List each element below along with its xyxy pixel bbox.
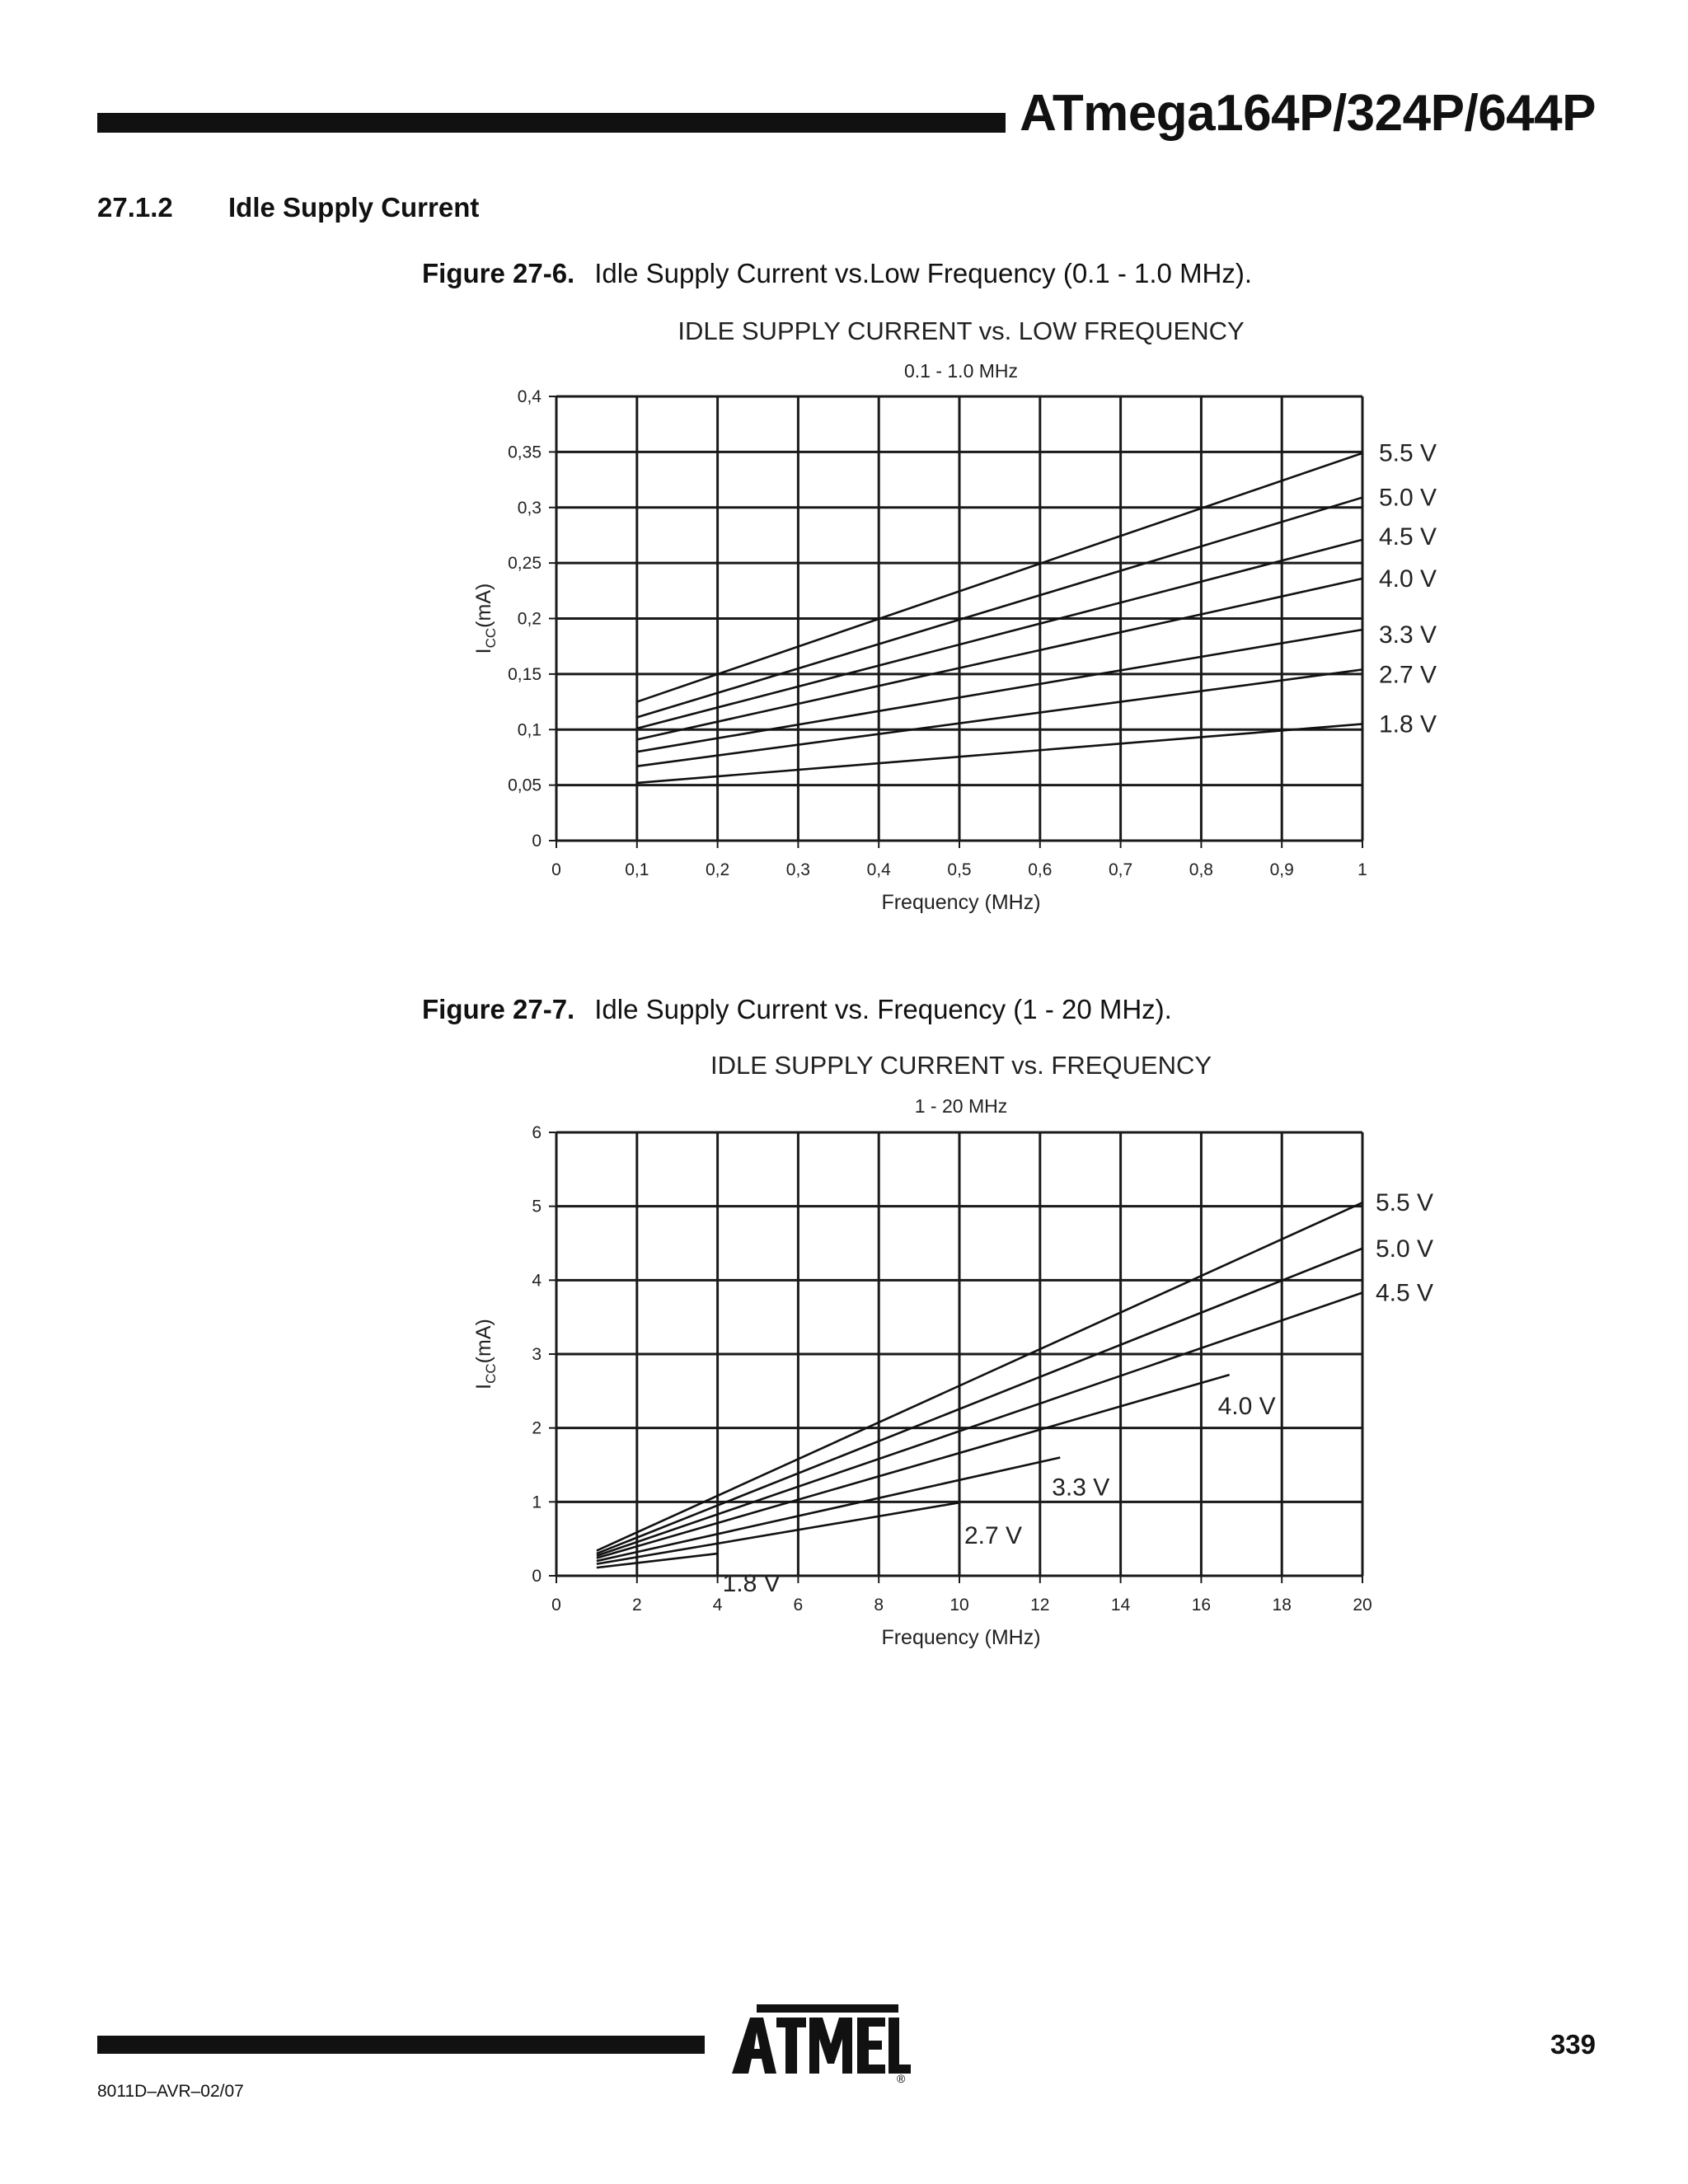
y-tick-label: 0,25 xyxy=(508,554,542,574)
series-label: 3.3 V xyxy=(1379,621,1437,649)
series-label: 5.0 V xyxy=(1379,484,1437,512)
series-label: 1.8 V xyxy=(1379,710,1437,738)
x-tick-label: 0,1 xyxy=(625,860,649,879)
series-label: 1.8 V xyxy=(722,1570,781,1598)
x-tick-label: 14 xyxy=(1110,1596,1131,1615)
y-tick-label: 1 xyxy=(532,1493,542,1512)
series-line-40V xyxy=(637,579,1362,739)
chart-idle-current-low-frequency xyxy=(0,305,1688,940)
x-tick-label: 0,8 xyxy=(1189,860,1214,879)
series-label: 2.7 V xyxy=(964,1522,1023,1550)
x-tick-label: 0,7 xyxy=(1108,860,1133,879)
y-tick-label: 0 xyxy=(532,832,542,851)
series-label: 3.3 V xyxy=(1052,1474,1110,1502)
series-line-27V xyxy=(597,1502,959,1563)
document-title: ATmega164P/324P/644P xyxy=(1020,85,1596,142)
y-tick-label: 6 xyxy=(532,1123,542,1142)
series-label: 2.7 V xyxy=(1379,661,1437,689)
svg-text:®: ® xyxy=(897,2072,906,2083)
y-tick-label: 0,1 xyxy=(517,720,542,740)
y-tick-label: 4 xyxy=(532,1271,542,1291)
y-tick-label: 2 xyxy=(532,1418,542,1438)
x-tick-label: 16 xyxy=(1191,1596,1212,1615)
y-axis-label: $I_{CC}(mA)$ xyxy=(472,583,499,654)
x-tick-label: 0,2 xyxy=(705,860,730,879)
figure-caption-2 xyxy=(422,994,1172,1025)
series-label: 4.5 V xyxy=(1376,1279,1434,1307)
y-tick-label: 3 xyxy=(532,1345,542,1364)
y-tick-label: 0 xyxy=(532,1567,542,1586)
series-line-55V xyxy=(597,1202,1362,1550)
chart-subtitle: 0.1 - 1.0 MHz xyxy=(903,360,1019,382)
series-line-55V xyxy=(637,453,1362,702)
series-label: 5.5 V xyxy=(1376,1189,1434,1217)
series-label: 5.0 V xyxy=(1376,1235,1434,1263)
chart-title: IDLE SUPPLY CURRENT vs. LOW FREQUENCY xyxy=(678,316,1245,345)
series-label: 4.5 V xyxy=(1379,523,1437,551)
y-tick-label: 0,15 xyxy=(508,664,542,684)
section-number: 27.1.2 xyxy=(97,192,173,223)
figure-caption-1 xyxy=(422,258,1252,289)
document-code: 8011D–AVR–02/07 xyxy=(97,2082,244,2101)
series-label: 4.0 V xyxy=(1217,1393,1276,1421)
figure-caption-text: Idle Supply Current vs.Low Frequency (0.1 - 1.0 MHz). xyxy=(594,258,1253,288)
x-tick-label: 8 xyxy=(874,1596,884,1615)
series-line-45V xyxy=(597,1293,1362,1556)
figure-caption-text: Idle Supply Current vs. Frequency (1 - 20 MHz). xyxy=(594,994,1172,1024)
y-tick-label: 0,35 xyxy=(508,443,542,462)
chart-title: IDLE SUPPLY CURRENT vs. FREQUENCY xyxy=(710,1051,1212,1080)
chart-subtitle: 1 - 20 MHz xyxy=(914,1095,1008,1117)
x-tick-label: 0,5 xyxy=(947,860,972,879)
x-tick-label: 0,9 xyxy=(1269,860,1294,879)
section-title: Idle Supply Current xyxy=(228,192,480,223)
header-rule xyxy=(97,113,1006,133)
y-tick-label: 5 xyxy=(532,1197,542,1216)
x-tick-label: 10 xyxy=(950,1596,969,1615)
x-tick-label: 20 xyxy=(1353,1596,1372,1615)
x-tick-label: 4 xyxy=(712,1596,723,1615)
x-tick-label: 0 xyxy=(551,1596,561,1615)
footer-rule xyxy=(97,2036,705,2054)
x-axis-label: Frequency (MHz) xyxy=(881,1626,1041,1649)
x-tick-label: 0,6 xyxy=(1028,860,1053,879)
series-line-45V xyxy=(637,540,1362,729)
y-tick-label: 0,3 xyxy=(517,498,542,518)
y-tick-label: 0,4 xyxy=(517,387,542,406)
x-axis-label: Frequency (MHz) xyxy=(881,891,1041,914)
y-axis-label: $I_{CC}(mA)$ xyxy=(472,1319,499,1390)
chart-idle-current-frequency xyxy=(0,1040,1688,1675)
x-tick-label: 2 xyxy=(631,1596,642,1615)
page-number: 339 xyxy=(1550,2029,1596,2060)
figure-number: Figure 27-7. xyxy=(422,994,575,1024)
series-line-40V xyxy=(597,1375,1230,1558)
x-tick-label: 0 xyxy=(551,860,561,879)
x-tick-label: 18 xyxy=(1272,1596,1292,1615)
atmel-logo xyxy=(725,2001,911,2083)
series-label: 5.5 V xyxy=(1379,439,1437,467)
y-tick-label: 0,05 xyxy=(508,776,542,795)
x-tick-label: 0,4 xyxy=(866,860,891,879)
x-tick-label: 0,3 xyxy=(785,860,811,879)
figure-number: Figure 27-6. xyxy=(422,258,575,288)
series-label: 4.0 V xyxy=(1379,565,1437,593)
x-tick-label: 6 xyxy=(793,1596,804,1615)
x-tick-label: 12 xyxy=(1030,1596,1050,1615)
x-tick-label: 1 xyxy=(1357,860,1367,879)
y-tick-label: 0,2 xyxy=(517,609,542,629)
